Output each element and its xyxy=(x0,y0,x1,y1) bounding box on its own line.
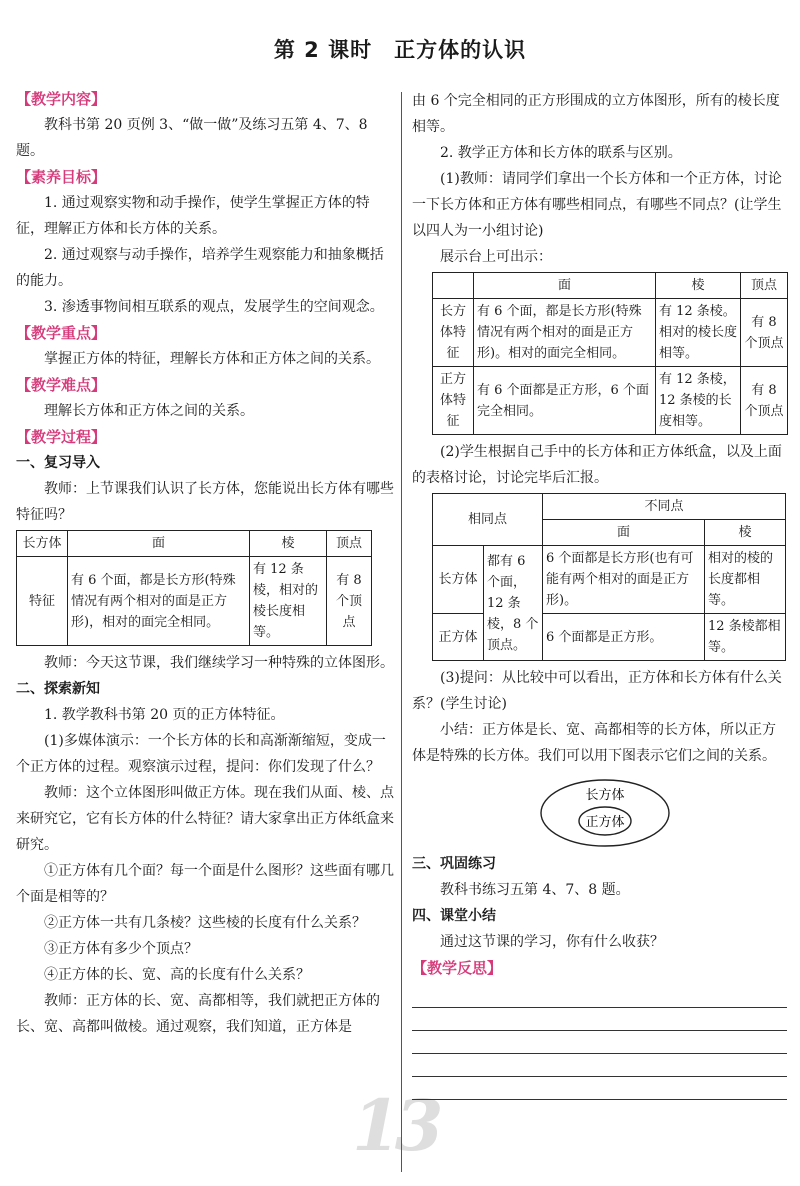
paragraph: 教科书练习五第 4、7、8 题。 xyxy=(440,882,630,898)
paragraph: 教师：这个立体图形叫做正方体。现在我们从面、棱、点来研究它，它有长方体的什么特征？请大家拿出正方体纸盒来研究。 xyxy=(16,785,394,853)
table-row-label: 长方体特征 xyxy=(433,299,474,367)
table-header: 长方体 xyxy=(17,531,68,557)
goal-item: 2. 通过观察与动手操作，培养学生观察能力和抽象概括的能力。 xyxy=(16,247,384,289)
table-header: 面 xyxy=(474,273,656,299)
table-header: 顶点 xyxy=(741,273,788,299)
table-cell: 有 12 条棱，相对的棱长度相等。 xyxy=(250,557,327,646)
paragraph: 2. 教学正方体和长方体的联系与区别。 xyxy=(440,145,682,161)
difficulties-text: 理解长方体和正方体之间的关系。 xyxy=(44,403,254,419)
table-row xyxy=(433,546,786,614)
table-header-same: 相同点 xyxy=(433,494,543,546)
table-cell: 有 8 个顶点 xyxy=(327,557,372,646)
question-item: ③正方体有多少个顶点？ xyxy=(44,941,198,957)
cuboid-label: 长方体 xyxy=(585,788,625,803)
paragraph: 教师：今天这节课，我们继续学习一种特殊的立体图形。 xyxy=(44,655,394,671)
column-divider xyxy=(401,92,402,1172)
heading-process: 【教学过程】 xyxy=(16,428,107,446)
paragraph: 通过这节课的学习，你有什么收获？ xyxy=(440,934,664,950)
teaching-content-text: 教科书第 20 页例 3、“做一做”及练习五第 4、7、8 题。 xyxy=(16,117,368,159)
section-practice: 三、巩固练习 xyxy=(412,856,496,872)
question-item: ②正方体一共有几条棱？这些棱的长度有什么关系？ xyxy=(44,915,366,931)
paragraph: 小结：正方体是长、宽、高都相等的长方体，所以正方体是特殊的长方体。我们可以用下图表示它们之间的关系。 xyxy=(412,722,776,764)
relationship-diagram xyxy=(412,777,787,851)
table-header-row xyxy=(433,494,786,520)
writing-line xyxy=(412,1031,787,1054)
table-cell: 有 12 条棱。相对的棱长度相等。 xyxy=(656,299,741,367)
paragraph: 教师：正方体的长、宽、高都相等，我们就把正方体的长、宽、高都叫做棱。通过观察，我们知道，正方体是 xyxy=(16,993,380,1035)
section-summary: 四、课堂小结 xyxy=(412,908,496,924)
paragraph: (1)教师：请同学们拿出一个长方体和一个正方体，讨论一下长方体和正方体有哪些相同点，有哪些不同点？(让学生以四人为一小组讨论) xyxy=(412,171,782,239)
table-cell: 有 6 个面，都是长方形(特殊情况有两个相对的面是正方形)，相对的面完全相同。 xyxy=(68,557,250,646)
table-row-label: 特征 xyxy=(17,557,68,646)
table-cell: 有 6 个面都是正方形，6 个面完全相同。 xyxy=(474,367,656,435)
table-row xyxy=(433,299,788,367)
table-header: 面 xyxy=(68,531,250,557)
page-number: 13 xyxy=(352,1084,438,1167)
goal-item: 1. 通过观察实物和动手操作，使学生掌握正方体的特征，理解正方体和长方体的关系。 xyxy=(16,195,370,237)
writing-line xyxy=(412,1077,787,1100)
writing-line xyxy=(412,1008,787,1031)
paragraph: (1)多媒体演示：一个长方体的长和高渐渐缩短，变成一个正方体的过程。观察演示过程，提问：你们发现了什么？ xyxy=(16,733,386,775)
cube-label: 正方体 xyxy=(585,815,625,830)
question-item: ④正方体的长、宽、高的长度有什么关系？ xyxy=(44,967,310,983)
lesson-title: 第 2 课时 正方体的认识 xyxy=(273,38,527,62)
table-header-row xyxy=(17,531,372,557)
table-cell-same: 都有 6 个面，12 条棱，8 个顶点。 xyxy=(484,546,543,661)
table-cell: 相对的棱的长度都相等。 xyxy=(705,546,786,614)
comparison-table xyxy=(432,272,788,435)
table-header: 棱 xyxy=(656,273,741,299)
heading-teaching-content: 【教学内容】 xyxy=(16,90,107,108)
table-header: 棱 xyxy=(705,520,786,546)
table-cell: 有 8 个顶点 xyxy=(741,367,788,435)
paragraph: (3)提问：从比较中可以看出，正方体和长方体有什么关系？(学生讨论) xyxy=(412,670,782,712)
paragraph: 教师：上节课我们认识了长方体，您能说出长方体有哪些特征吗？ xyxy=(16,481,394,523)
table-header-row xyxy=(433,273,788,299)
section-review: 一、复习导入 xyxy=(16,455,100,471)
relationship-diagram-svg xyxy=(538,777,672,849)
paragraph: 展示台上可出示： xyxy=(440,249,552,265)
section-explore: 二、探索新知 xyxy=(16,681,100,697)
paragraph: (2)学生根据自己手中的长方体和正方体纸盒，以及上面的表格讨论，讨论完毕后汇报。 xyxy=(412,444,782,486)
table-header-diff: 不同点 xyxy=(543,494,786,520)
key-points-text: 掌握正方体的特征，理解长方体和正方体之间的关系。 xyxy=(44,351,380,367)
goal-item: 3. 渗透事物间相互联系的观点，发展学生的空间观念。 xyxy=(44,299,384,315)
table-cell: 有 6 个面，都是长方形(特殊情况有两个相对的面是正方形)。相对的面完全相同。 xyxy=(474,299,656,367)
right-column xyxy=(412,88,787,1100)
table-row-label: 长方体 xyxy=(433,546,484,614)
paragraph: 由 6 个完全相同的正方形围成的立方体图形，所有的棱长度相等。 xyxy=(412,93,780,135)
cuboid-features-table xyxy=(16,530,372,646)
table-row xyxy=(433,367,788,435)
table-header: 面 xyxy=(543,520,705,546)
table-cell: 6 个面都是长方形(也有可能有两个相对的面是正方形)。 xyxy=(543,546,705,614)
question-item: ①正方体有几个面？每一个面是什么图形？这些面有哪几个面是相等的？ xyxy=(16,863,394,905)
table-row-label: 正方体特征 xyxy=(433,367,474,435)
table-cell: 有 8 个顶点 xyxy=(741,299,788,367)
table-cell: 12 条棱都相等。 xyxy=(705,614,786,661)
table-header: 棱 xyxy=(250,531,327,557)
table-cell: 有 12 条棱，12 条棱的长度相等。 xyxy=(656,367,741,435)
paragraph: 1. 教学教科书第 20 页的正方体特征。 xyxy=(44,707,285,723)
table-cell: 6 个面都是正方形。 xyxy=(543,614,705,661)
table-header: 顶点 xyxy=(327,531,372,557)
table-row xyxy=(17,557,372,646)
table-header xyxy=(433,273,474,299)
writing-line xyxy=(412,985,787,1008)
reflection-lines xyxy=(412,985,787,1100)
left-column xyxy=(16,86,394,1040)
heading-goals: 【素养目标】 xyxy=(16,168,107,186)
similarity-difference-table xyxy=(432,493,786,661)
heading-difficulties: 【教学难点】 xyxy=(16,376,107,394)
table-row-label: 正方体 xyxy=(433,614,484,661)
heading-reflection: 【教学反思】 xyxy=(412,959,503,977)
heading-key-points: 【教学重点】 xyxy=(16,324,107,342)
writing-line xyxy=(412,1054,787,1077)
